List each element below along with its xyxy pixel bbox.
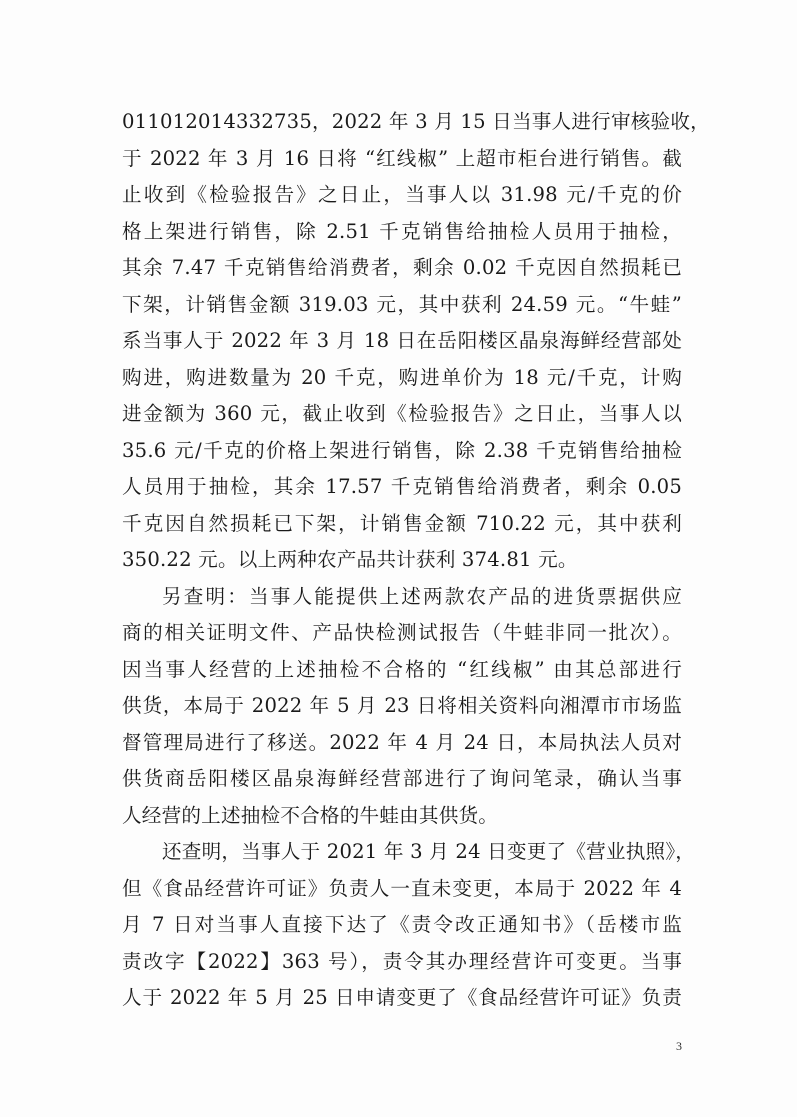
text-line: 格上架进行销售，除 2.51 千克销售给抽检人员用于抽检， [122, 219, 682, 243]
text-line: 人于 2022 年 5 月 25 日申请变更了《食品经营许可证》负责 [122, 986, 682, 1009]
text-line: 责改字【2022】363 号），责令其办理经营许可变更。当事 [122, 949, 682, 973]
text-line: 进金额为 360 元，截止收到《检验报告》之日止，当事人以 [122, 402, 682, 425]
document-body [122, 104, 710, 1017]
text-line: 商的相关证明文件、产品快检测试报告（牛蛙非同一批次）。 [122, 621, 682, 644]
text-line: 因当事人经营的上述抽检不合格的 “红线椒” 由其总部进行 [122, 657, 682, 681]
text-line: 于 2022 年 3 月 16 日将 “红线椒” 上超市柜台进行销售。截 [122, 146, 682, 170]
text-line: 35.6 元/千克的价格上架进行销售，除 2.38 千克销售给抽检 [122, 438, 682, 462]
text-line: 供货，本局于 2022 年 5 月 23 日将相关资料向湘潭市市场监 [122, 694, 682, 717]
text-line: 人经营的上述抽检不合格的牛蛙由其供货。 [122, 803, 499, 827]
text-line: 另查明：当事人能提供上述两款农产品的进货票据供应 [162, 584, 682, 608]
text-line: 还查明，当事人于 2021 年 3 月 24 日变更了《营业执照》， [162, 840, 696, 863]
text-line: 督管理局进行了移送。2022 年 4 月 24 日，本局执法人员对 [122, 730, 682, 754]
text-line: 月 7 日对当事人直接下达了《责令改正通知书》（岳楼市监 [122, 913, 682, 936]
text-line: 系当事人于 2022 年 3 月 18 日在岳阳楼区晶泉海鲜经营部处 [122, 329, 682, 352]
text-line: 其余 7.47 千克销售给消费者，剩余 0.02 千克因自然损耗已 [122, 256, 682, 279]
page-number: 3 [676, 1039, 682, 1053]
text-line: 011012014332735，2022 年 3 月 15 日当事人进行审核验收， [122, 110, 710, 133]
text-line: 350.22 元。以上两种农产品共计获利 374.81 元。 [122, 548, 578, 571]
text-line: 但《食品经营许可证》负责人一直未变更，本局于 2022 年 4 [122, 876, 682, 900]
text-line: 止收到《检验报告》之日止，当事人以 31.98 元/千克的价 [122, 183, 682, 206]
text-line: 人员用于抽检，其余 17.57 千克销售给消费者，剩余 0.05 [122, 475, 682, 498]
text-line: 供货商岳阳楼区晶泉海鲜经营部进行了询问笔录，确认当事 [122, 767, 682, 790]
text-line: 购进，购进数量为 20 千克，购进单价为 18 元/千克，计购 [122, 365, 682, 389]
text-line: 千克因自然损耗已下架，计销售金额 710.22 元，其中获利 [122, 511, 682, 535]
text-line: 下架，计销售金额 319.03 元，其中获利 24.59 元。“牛蛙” [122, 292, 682, 316]
